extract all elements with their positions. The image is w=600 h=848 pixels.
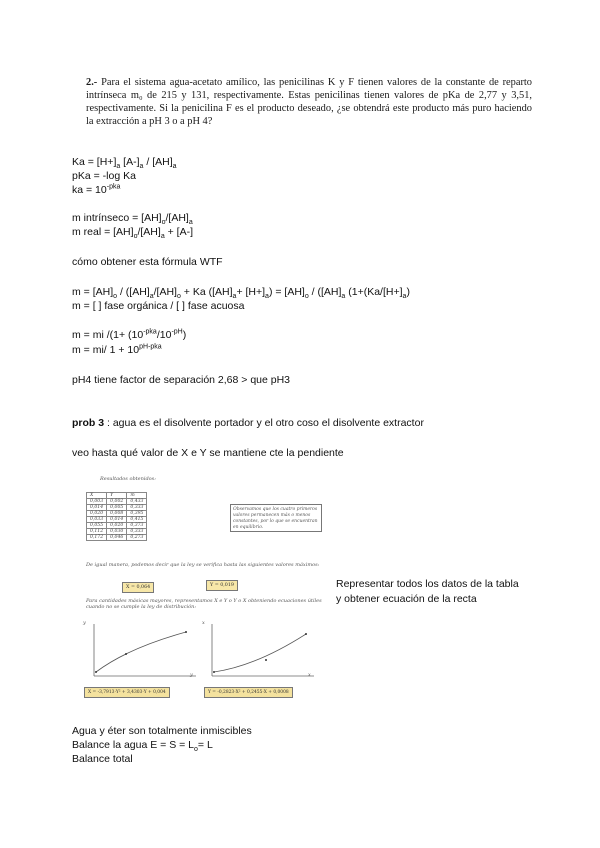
side-note: Representar todos los datos de la tabla y obtener ecuación de la recta <box>336 578 519 605</box>
graph1-y-label: y <box>83 620 86 626</box>
total-balance: Balance total <box>72 753 133 765</box>
graph1-curve <box>96 632 186 672</box>
col-m: m <box>127 493 147 499</box>
ka-definition: $Ka = [H+]_a$ $[A-]_a / [AH]_a$ <box>72 156 177 171</box>
equation-2-tag: Y = -0,2823·X² + 0,2455·X + 0,0008 <box>204 687 293 698</box>
pka-definition: pKa = -log Ka <box>72 170 136 182</box>
table-row: 0,014 0,005 0,333 <box>87 505 147 511</box>
phases-definition: m = [ ] fase orgánica / [ ] fase acuosa <box>72 300 245 312</box>
m-derivation: $m = [AH]_o / ([AH]_a/[AH]_o + Ka$ $([AH]_a+ [H+]_a) = [AH]_o / ([AH]_a$ ($1+(Ka/[H+]_a)$ <box>72 286 410 301</box>
y-max-tag: Y = 0,019 <box>206 580 238 591</box>
m-real: m real = $[AH]_o/[AH]_a + [A-]$ <box>72 226 194 241</box>
col-y: Y <box>107 493 127 499</box>
x-max-tag: X = 0,064 <box>122 582 154 593</box>
ka-power: ka = $10^{-pka}$ <box>72 183 121 196</box>
table-row: 0,112 0,030 0,333 <box>87 529 147 535</box>
equation-1-tag: X = -3,7913·Y² + 3,4303·Y + 0,004 <box>84 687 170 698</box>
graph2-point <box>305 633 307 635</box>
problem-2-number: 2.- <box>86 77 98 88</box>
photo-middle-text: De igual manera, podemos decir que la ley se verifica hasta las siguientes valores máximos: <box>86 562 320 568</box>
problem-3-intro: prob 3 : agua es el disolvente portador y el otro coso el disolvente extractor <box>72 417 424 429</box>
graph2-curve <box>214 634 306 672</box>
table-row: 0,020 0,008 0,395 <box>87 511 147 517</box>
graph1-point <box>185 631 187 633</box>
graph2-point <box>213 671 215 673</box>
graph2-x-label: x <box>308 672 311 678</box>
col-x: X <box>87 493 107 499</box>
graph-x-vs-y <box>88 620 200 682</box>
table-row: 0,055 0,020 0,373 <box>87 523 147 529</box>
photo-heading: Resultados obtenidos: <box>100 476 156 482</box>
table-row: 0,172 0,046 0,273 <box>87 535 147 541</box>
table-row: 0,033 0,014 0,415 <box>87 517 147 523</box>
results-table <box>86 492 147 541</box>
problem-3-label: prob 3 <box>72 417 105 429</box>
graph2-y-label: x <box>202 620 205 626</box>
water-balance: Balance la agua $E = S = L_o= L$ <box>72 739 213 754</box>
graph2-point <box>265 659 267 661</box>
como-obtener-note: cómo obtener esta fórmula WTF <box>72 256 223 268</box>
ph4-conclusion: pH4 tiene factor de separación 2,68 > que pH3 <box>72 374 291 386</box>
graph1-x-label: y <box>190 672 193 678</box>
m-mi-formula-2: m = mi/ $1 + 10^{pH-pka}$ <box>72 343 162 356</box>
immiscible-note: Agua y éter son totalmente inmiscibles <box>72 725 252 737</box>
graph-y-vs-x <box>206 620 318 682</box>
graph1-point <box>95 671 97 673</box>
photo-lower-text: Para cantidades másicas mayores, representamos X e Y o Y o X obteniendo ecuaciones útiles cuando no se cumple la ley de distribución: <box>86 598 322 610</box>
problem-2-text: Para el sistema agua-acetato amílico, las penicilinas K y F tienen valores de la constante de reparto intrínseca m₀ de 215 y 131, respectivamente. Estas penicilinas tienen valores de pKa de 2,77 y 3,51, respectivamente. Si la penicilina F es el producto deseado, ¿se obtendrá este producto más puro haciendo la extracción a pH 3 o a pH 4? <box>86 77 532 127</box>
m-mi-formula-1: m = mi $/(1+ (10^{-pka}/10^{-pH})$ <box>72 328 187 341</box>
problem-2-statement <box>86 76 532 128</box>
m-intrinseco: m intrínseco = $[AH]_o/[AH]_a$ <box>72 212 193 227</box>
table-row: 0,003 0,002 0,433 <box>87 499 147 505</box>
observation-box: Observamos que los cuatro primeros valores permanecen más o menos constantes, por lo que se encuentran en equilibrio. <box>230 504 322 532</box>
graph1-point <box>125 653 127 655</box>
handwritten-results-photo <box>82 474 328 706</box>
problem-3-note: veo hasta qué valor de X e Y se mantiene cte la pendiente <box>72 447 344 459</box>
